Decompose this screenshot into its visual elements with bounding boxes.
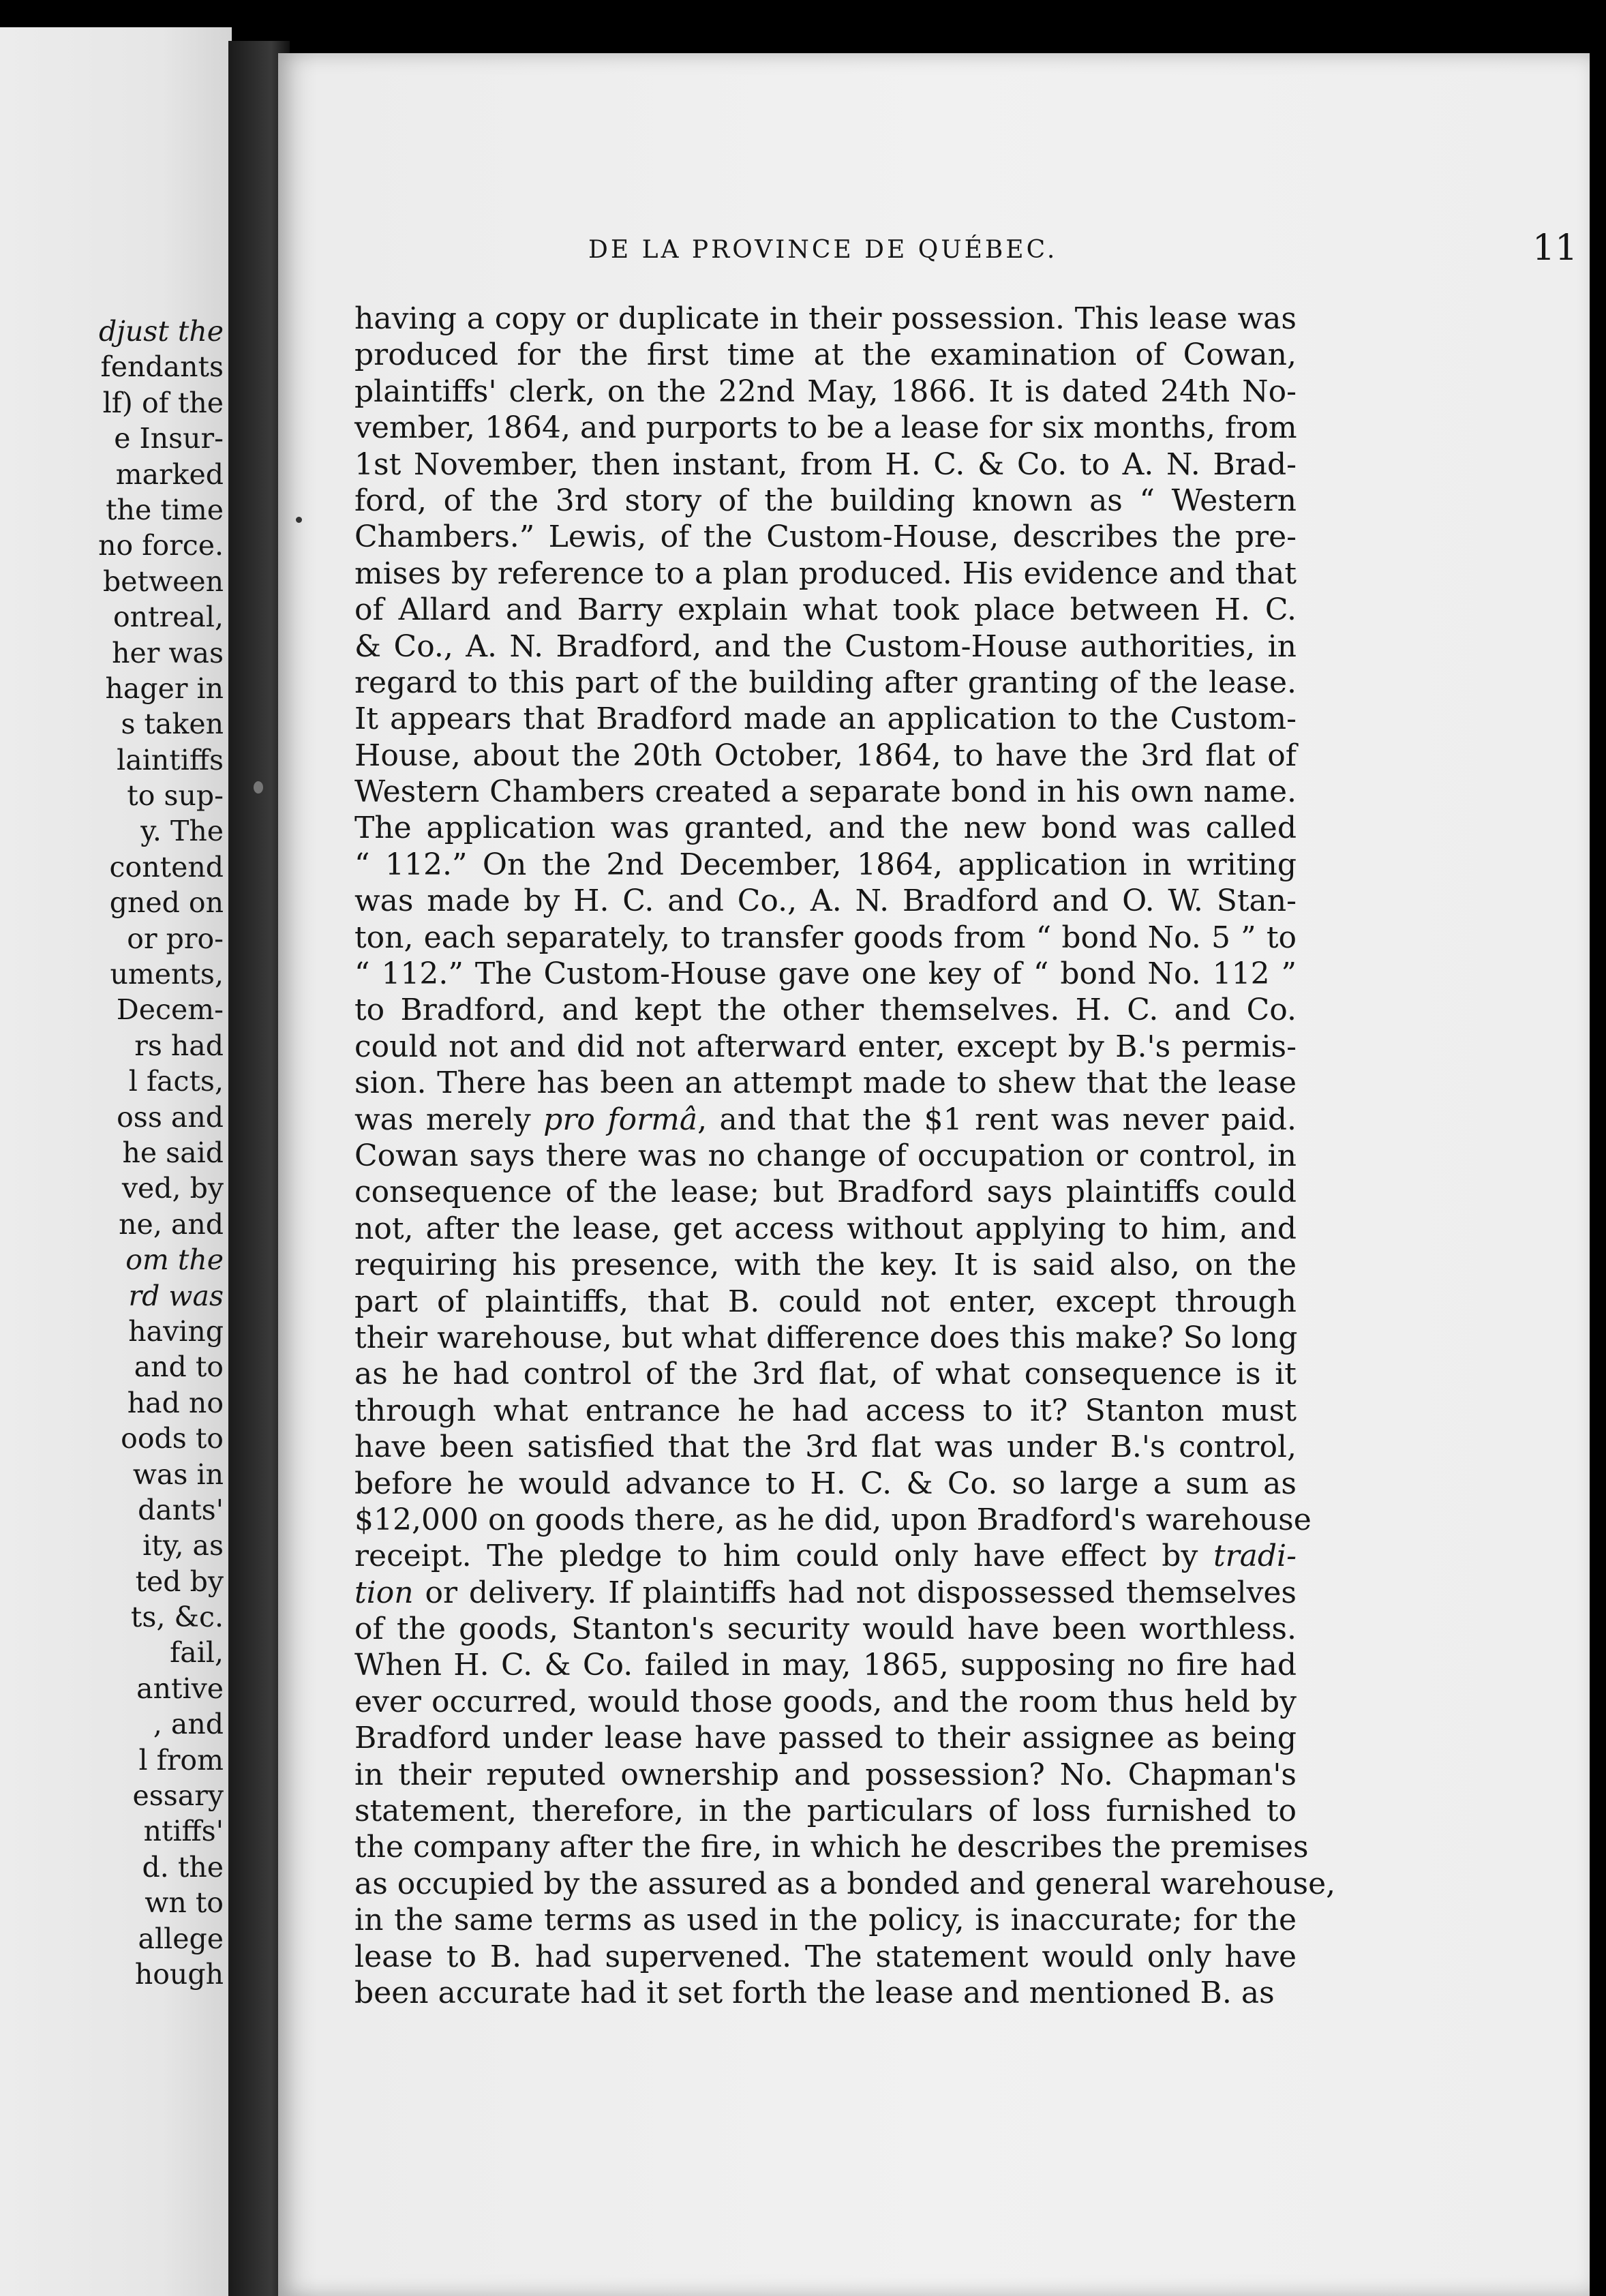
left-fragment-text: l facts, xyxy=(128,1065,224,1098)
left-fragment-line xyxy=(98,1706,224,1742)
left-fragment-line xyxy=(98,1813,224,1849)
left-fragment-line xyxy=(98,349,224,384)
text-line: It appears that Bradford made an application to the Custom- xyxy=(354,701,1297,737)
left-fragment-line xyxy=(98,849,224,885)
text-line: have been satisfied that the 3rd flat was under B.'s control, xyxy=(354,1430,1297,1465)
left-fragment-text: ity, as xyxy=(142,1529,224,1562)
text-line: was made by H. C. and Co., A. N. Bradford and O. W. Stan- xyxy=(354,883,1297,919)
left-fragment-line xyxy=(98,1170,224,1206)
text-line: as he had control of the 3rd flat, of what consequence is it xyxy=(354,1357,1297,1392)
left-fragment-text: marked xyxy=(115,457,224,491)
left-fragment-line xyxy=(98,1242,224,1278)
left-fragment-line xyxy=(98,921,224,956)
text-line: House, about the 20th October, 1864, to have the 3rd flat of xyxy=(354,738,1297,773)
left-fragment-line xyxy=(98,956,224,992)
left-fragment-line xyxy=(98,1599,224,1635)
text-line: was merely pro formâ, and that the $1 rent was never paid. xyxy=(354,1102,1297,1137)
text-line: as occupied by the assured as a bonded and general warehouse, xyxy=(354,1866,1336,1901)
text-line: their warehouse, but what difference does this make? So long xyxy=(354,1320,1298,1355)
text-line: before he would advance to H. C. & Co. so large a sum as xyxy=(354,1466,1297,1501)
text-line: “ 112.” The Custom-House gave one key of “ bond No. 112 ” xyxy=(354,956,1297,992)
text-line: regard to this part of the building after granting of the lease. xyxy=(354,665,1297,700)
text-line: vember, 1864, and purports to be a lease for six months, from xyxy=(354,410,1297,446)
left-fragment-line xyxy=(98,1314,224,1349)
left-fragment-line xyxy=(98,1207,224,1242)
left-fragment-text: was in xyxy=(132,1457,224,1491)
text-line: consequence of the lease; but Bradford says plaintiffs could xyxy=(354,1175,1297,1210)
text-line: & Co., A. N. Bradford, and the Custom-House authorities, in xyxy=(354,629,1297,664)
running-head-title: DE LA PROVINCE DE QUÉBEC. xyxy=(588,236,1058,264)
left-fragment-text: between xyxy=(102,564,224,598)
left-fragment-line xyxy=(98,1921,224,1957)
left-fragment-text: ted by xyxy=(135,1565,224,1598)
text-line: sion. There has been an attempt made to shew that the lease xyxy=(354,1066,1297,1101)
left-fragment-line xyxy=(98,528,224,563)
left-fragment-line xyxy=(98,1528,224,1563)
text-line: “ 112.” On the 2nd December, 1864, application in writing xyxy=(354,847,1297,882)
left-fragment-text: hager in xyxy=(105,671,224,705)
left-fragment-text: the time xyxy=(106,493,224,526)
text-line: could not and did not afterward enter, except by B.'s permis- xyxy=(354,1029,1297,1064)
left-fragment-line xyxy=(98,457,224,492)
text-line: in the same terms as used in the policy, is inaccurate; for the xyxy=(354,1903,1297,1938)
left-fragment-line xyxy=(98,1564,224,1599)
left-fragment-text: uments, xyxy=(110,958,224,991)
text-line: through what entrance he had access to it? Stanton must xyxy=(354,1393,1297,1428)
text-line: tion or delivery. If plaintiffs had not dispossessed themselves xyxy=(354,1575,1297,1610)
text-line: requiring his presence, with the key. It is said also, on the xyxy=(354,1248,1297,1283)
text-line: statement, therefore, in the particulars of loss furnished to xyxy=(354,1794,1297,1829)
left-fragment-text: allege xyxy=(138,1922,224,1955)
left-fragment-line xyxy=(98,706,224,742)
text-line: $12,000 on goods there, as he did, upon Bradford's warehouse xyxy=(354,1502,1312,1537)
left-fragment-line xyxy=(98,1778,224,1813)
left-fragment-line xyxy=(98,421,224,456)
left-fragment-text: ved, by xyxy=(121,1172,224,1205)
left-fragment-text: no force. xyxy=(98,529,224,562)
print-speck xyxy=(254,781,263,794)
left-fragment-line xyxy=(98,1349,224,1385)
left-fragment-line xyxy=(98,1278,224,1314)
left-fragment-text: y. The xyxy=(140,815,224,848)
text-line: ford, of the 3rd story of the building known as “ Western xyxy=(354,483,1297,518)
left-fragment-line xyxy=(98,599,224,635)
left-fragment-text: essary xyxy=(132,1779,224,1813)
left-fragment-text: ontreal, xyxy=(112,601,224,634)
text-line: been accurate had it set forth the lease and mentioned B. as xyxy=(354,1975,1275,2010)
left-fragment-text: ts, &c. xyxy=(130,1601,224,1634)
text-line: When H. C. & Co. failed in may, 1865, supposing no fire had xyxy=(354,1648,1297,1683)
left-fragment-line xyxy=(98,1635,224,1670)
text-line: part of plaintiffs, that B. could not enter, except through xyxy=(354,1284,1297,1319)
left-fragment-line xyxy=(98,1957,224,1992)
left-page xyxy=(0,27,232,2296)
text-line: of Allard and Barry explain what took place between H. C. xyxy=(354,592,1297,628)
text-line: The application was granted, and the new bond was called xyxy=(354,811,1297,846)
body-text xyxy=(354,301,1336,2011)
left-fragment-line xyxy=(98,1100,224,1135)
left-fragment-text: Decem- xyxy=(116,993,224,1027)
left-fragment-line xyxy=(98,671,224,706)
left-fragment-text: l from xyxy=(138,1743,224,1777)
left-fragment-line xyxy=(98,742,224,778)
left-fragment-line xyxy=(98,813,224,849)
left-fragment-line xyxy=(98,885,224,920)
left-fragment-line xyxy=(98,1492,224,1528)
left-fragment-line xyxy=(98,314,224,349)
right-page xyxy=(278,53,1590,2296)
left-fragment-line xyxy=(98,635,224,671)
text-line: of the goods, Stanton's security would have been worthless. xyxy=(354,1612,1297,1647)
page-number: 11 xyxy=(1532,228,1578,269)
left-fragment-text: oods to xyxy=(121,1422,224,1455)
text-line: 1st November, then instant, from H. C. & Co. to A. N. Brad- xyxy=(354,447,1297,482)
left-fragment-text: or pro- xyxy=(127,922,224,955)
left-fragment-text: and to xyxy=(134,1350,224,1384)
text-line: Western Chambers created a separate bond in his own name. xyxy=(354,774,1297,810)
left-fragment-text: he said xyxy=(122,1136,224,1169)
left-fragment-text: contend xyxy=(109,850,224,883)
left-fragment-line xyxy=(98,1028,224,1063)
running-head xyxy=(588,228,1578,277)
left-fragment-line xyxy=(98,1885,224,1920)
left-fragment-text: wn to xyxy=(145,1886,224,1920)
left-fragment-text: ntiffs' xyxy=(143,1815,224,1848)
text-line: ton, each separately, to transfer goods from “ bond No. 5 ” to xyxy=(354,920,1297,955)
left-fragment-line xyxy=(98,992,224,1027)
left-fragment-text: djust the xyxy=(98,315,224,348)
left-fragment-line xyxy=(98,1063,224,1099)
left-fragment-text: om the xyxy=(125,1243,224,1277)
left-fragment-line xyxy=(98,1457,224,1492)
left-fragment-text: ne, and xyxy=(119,1207,224,1241)
text-line: receipt. The pledge to him could only have effect by tradi- xyxy=(354,1539,1297,1574)
left-fragment-text: lf) of the xyxy=(102,386,224,419)
left-fragment-text: her was xyxy=(112,636,224,669)
left-fragment-line xyxy=(98,1385,224,1421)
print-speck xyxy=(296,517,302,523)
text-line: in their reputed ownership and possession? No. Chapman's xyxy=(354,1757,1297,1792)
left-fragment-text: rd was xyxy=(128,1279,224,1312)
text-line: plaintiffs' clerk, on the 22nd May, 1866. It is dated 24th No- xyxy=(354,374,1297,409)
text-line: the company after the fire, in which he describes the premises xyxy=(354,1830,1309,1865)
text-line: Chambers.” Lewis, of the Custom-House, describes the pre- xyxy=(354,519,1297,555)
left-fragment-text: gned on xyxy=(109,886,224,920)
text-line: Bradford under lease have passed to their assignee as being xyxy=(354,1721,1297,1756)
left-fragment-line xyxy=(98,1421,224,1456)
left-fragment-line xyxy=(98,564,224,599)
text-line: to Bradford, and kept the other themselves. H. C. and Co. xyxy=(354,993,1297,1028)
left-fragment-text: antive xyxy=(136,1672,224,1705)
left-fragment-text: had no xyxy=(127,1386,224,1419)
left-fragment-text: having xyxy=(128,1314,224,1348)
left-fragment-line xyxy=(98,1849,224,1885)
left-fragment-text: e Insur- xyxy=(114,422,224,455)
text-line: Cowan says there was no change of occupation or control, in xyxy=(354,1138,1297,1173)
text-line: ever occurred, would those goods, and the room thus held by xyxy=(354,1684,1297,1719)
left-fragment-line xyxy=(98,385,224,421)
text-line: having a copy or duplicate in their possession. This lease was xyxy=(354,301,1297,336)
left-page-text-fragments xyxy=(98,314,224,1992)
text-line: mises by reference to a plan produced. His evidence and that xyxy=(354,556,1297,591)
left-fragment-text: s taken xyxy=(121,708,224,741)
left-fragment-text: rs had xyxy=(134,1029,224,1062)
left-fragment-text: oss and xyxy=(117,1100,224,1134)
text-line: not, after the lease, get access without applying to him, and xyxy=(354,1211,1297,1246)
left-fragment-text: hough xyxy=(134,1957,224,1991)
left-fragment-text: d. the xyxy=(142,1850,224,1884)
left-fragment-line xyxy=(98,1135,224,1170)
left-fragment-text: dants' xyxy=(138,1493,224,1526)
text-line: lease to B. had supervened. The statement would only have xyxy=(354,1939,1297,1974)
left-fragment-text: fendants xyxy=(100,350,224,384)
left-fragment-text: fail, xyxy=(170,1636,224,1670)
left-fragment-line xyxy=(98,778,224,813)
left-fragment-text: to sup- xyxy=(127,779,224,813)
left-fragment-line xyxy=(98,1742,224,1778)
left-fragment-line xyxy=(98,492,224,528)
left-fragment-text: laintiffs xyxy=(117,743,224,776)
left-fragment-line xyxy=(98,1671,224,1706)
left-fragment-text: , and xyxy=(153,1708,224,1741)
text-line: produced for the first time at the examination of Cowan, xyxy=(354,337,1297,373)
